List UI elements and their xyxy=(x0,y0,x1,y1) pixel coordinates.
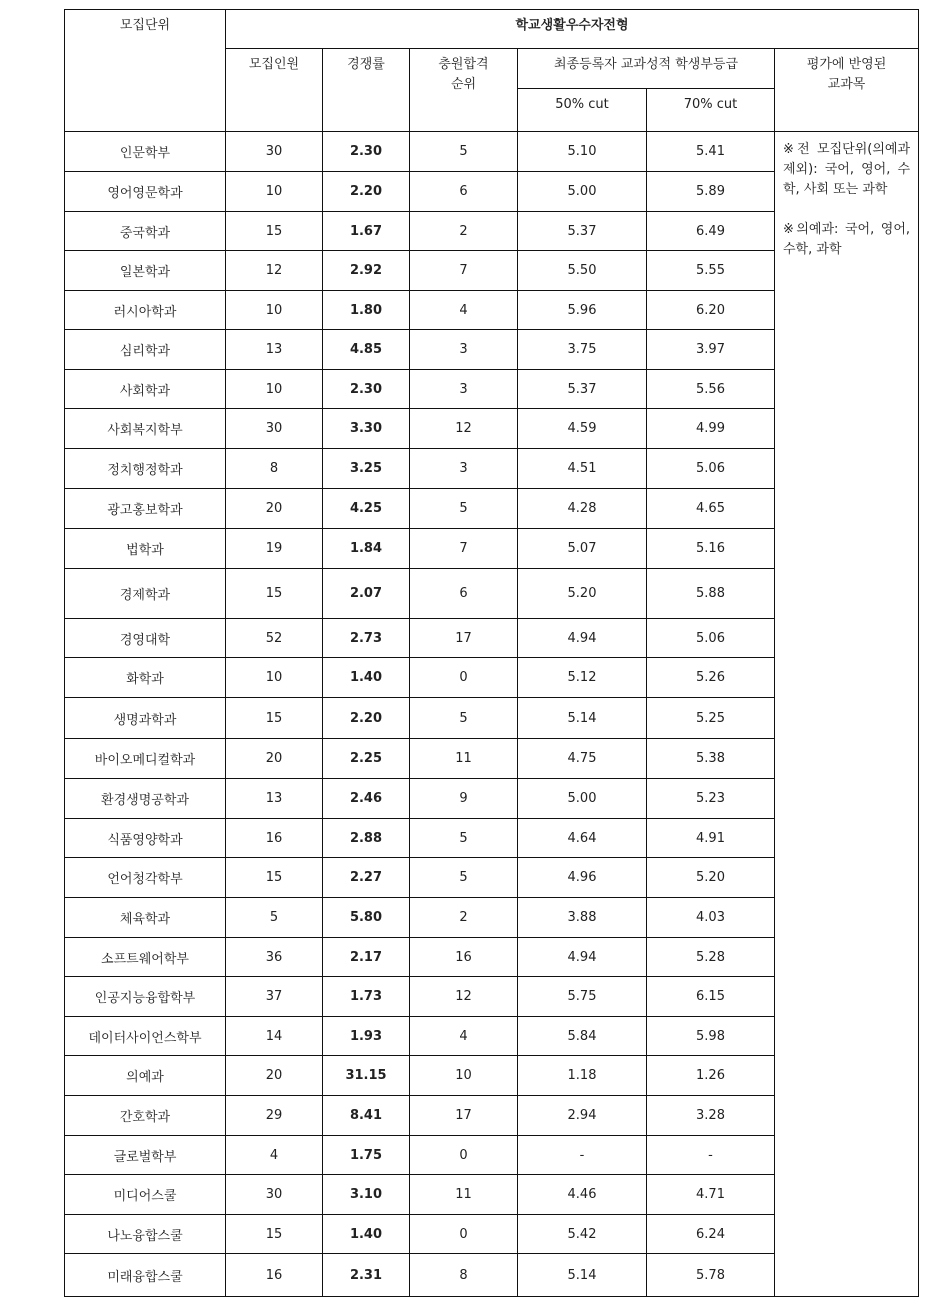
unit-cell: 경영대학 xyxy=(65,619,226,658)
unit-cell: 데이터사이언스학부 xyxy=(65,1017,226,1056)
recruits-cell: 52 xyxy=(226,619,323,658)
additional-rank-cell: 11 xyxy=(410,739,518,779)
cut70-cell: 5.88 xyxy=(647,569,775,619)
additional-rank-cell: 11 xyxy=(410,1175,518,1215)
recruits-cell: 8 xyxy=(226,449,323,489)
additional-rank-cell: 7 xyxy=(410,529,518,569)
additional-rank-cell: 12 xyxy=(410,409,518,449)
cut70-cell: 5.55 xyxy=(647,251,775,291)
cut70-cell: 5.25 xyxy=(647,698,775,739)
header-cut50: 50% cut xyxy=(518,89,647,132)
cut50-cell: 4.94 xyxy=(518,619,647,658)
cut70-cell: 3.97 xyxy=(647,330,775,370)
cut70-cell: 5.23 xyxy=(647,779,775,819)
unit-cell: 중국학과 xyxy=(65,212,226,251)
competition-rate-cell: 1.67 xyxy=(323,212,410,251)
unit-cell: 경제학과 xyxy=(65,569,226,619)
recruits-cell: 30 xyxy=(226,132,323,172)
unit-cell: 미래융합스쿨 xyxy=(65,1254,226,1297)
cut50-cell: 2.94 xyxy=(518,1096,647,1136)
recruits-cell: 15 xyxy=(226,858,323,898)
header-unit: 모집단위 xyxy=(65,10,226,132)
unit-cell: 사회학과 xyxy=(65,370,226,409)
cut50-cell: 5.12 xyxy=(518,658,647,698)
cut70-cell: 5.26 xyxy=(647,658,775,698)
recruits-cell: 10 xyxy=(226,370,323,409)
cut70-cell: 1.26 xyxy=(647,1056,775,1096)
additional-rank-cell: 3 xyxy=(410,370,518,409)
recruits-cell: 14 xyxy=(226,1017,323,1056)
cut70-cell: 5.98 xyxy=(647,1017,775,1056)
cut70-cell: 5.28 xyxy=(647,938,775,977)
cut50-cell: 3.88 xyxy=(518,898,647,938)
additional-rank-cell: 0 xyxy=(410,658,518,698)
unit-cell: 화학과 xyxy=(65,658,226,698)
unit-cell: 글로벌학부 xyxy=(65,1136,226,1175)
table-row xyxy=(65,132,919,172)
unit-cell: 간호학과 xyxy=(65,1096,226,1136)
competition-rate-cell: 2.07 xyxy=(323,569,410,619)
unit-cell: 정치행정학과 xyxy=(65,449,226,489)
cut70-cell: 5.78 xyxy=(647,1254,775,1297)
cut50-cell: 5.42 xyxy=(518,1215,647,1254)
cut50-cell: 4.94 xyxy=(518,938,647,977)
competition-rate-cell: 3.25 xyxy=(323,449,410,489)
recruits-cell: 29 xyxy=(226,1096,323,1136)
unit-cell: 인공지능융합학부 xyxy=(65,977,226,1017)
additional-rank-cell: 12 xyxy=(410,977,518,1017)
competition-rate-cell: 2.92 xyxy=(323,251,410,291)
table-body xyxy=(65,132,919,1297)
competition-rate-cell: 3.10 xyxy=(323,1175,410,1215)
competition-rate-cell: 1.40 xyxy=(323,658,410,698)
recruits-cell: 4 xyxy=(226,1136,323,1175)
additional-rank-cell: 16 xyxy=(410,938,518,977)
unit-cell: 인문학부 xyxy=(65,132,226,172)
additional-rank-cell: 3 xyxy=(410,330,518,370)
cut50-cell: 5.96 xyxy=(518,291,647,330)
recruits-cell: 15 xyxy=(226,569,323,619)
recruits-cell: 30 xyxy=(226,1175,323,1215)
cut50-cell: 5.00 xyxy=(518,172,647,212)
recruits-cell: 15 xyxy=(226,1215,323,1254)
cut50-cell: 5.00 xyxy=(518,779,647,819)
additional-rank-cell: 5 xyxy=(410,819,518,858)
additional-rank-cell: 8 xyxy=(410,1254,518,1297)
unit-cell: 사회복지학부 xyxy=(65,409,226,449)
cut50-cell: 4.64 xyxy=(518,819,647,858)
recruits-cell: 30 xyxy=(226,409,323,449)
competition-rate-cell: 2.30 xyxy=(323,370,410,409)
competition-rate-cell: 2.46 xyxy=(323,779,410,819)
cut70-cell: 5.20 xyxy=(647,858,775,898)
additional-rank-cell: 5 xyxy=(410,858,518,898)
subjects-notes xyxy=(775,132,919,1297)
unit-cell: 미디어스쿨 xyxy=(65,1175,226,1215)
competition-rate-cell: 1.73 xyxy=(323,977,410,1017)
unit-cell: 체육학과 xyxy=(65,898,226,938)
cut50-cell: 5.50 xyxy=(518,251,647,291)
additional-rank-cell: 2 xyxy=(410,898,518,938)
subjects-note: ※전 모집단위(의예과 제외): 국어, 영어, 수학, 사회 또는 과학 xyxy=(783,142,911,197)
unit-cell: 영어영문학과 xyxy=(65,172,226,212)
header-admission-type: 학교생활우수자전형 xyxy=(226,10,919,49)
unit-cell: 바이오메디컬학과 xyxy=(65,739,226,779)
cut70-cell: - xyxy=(647,1136,775,1175)
additional-rank-cell: 17 xyxy=(410,1096,518,1136)
header-competition: 경쟁률 xyxy=(323,49,410,132)
competition-rate-cell: 2.30 xyxy=(323,132,410,172)
cut50-cell: 5.07 xyxy=(518,529,647,569)
recruits-cell: 37 xyxy=(226,977,323,1017)
unit-cell: 심리학과 xyxy=(65,330,226,370)
additional-rank-cell: 17 xyxy=(410,619,518,658)
unit-cell: 생명과학과 xyxy=(65,698,226,739)
cut50-cell: 4.46 xyxy=(518,1175,647,1215)
cut70-cell: 5.41 xyxy=(647,132,775,172)
cut70-cell: 6.15 xyxy=(647,977,775,1017)
cut50-cell: 5.37 xyxy=(518,370,647,409)
admission-results-table xyxy=(64,9,919,1297)
cut50-cell: 3.75 xyxy=(518,330,647,370)
additional-rank-cell: 4 xyxy=(410,1017,518,1056)
subjects-note: ※의예과: 국어, 영어, 수학, 과학 xyxy=(783,222,911,257)
additional-rank-cell: 5 xyxy=(410,489,518,529)
cut70-cell: 5.06 xyxy=(647,449,775,489)
unit-cell: 환경생명공학과 xyxy=(65,779,226,819)
recruits-cell: 20 xyxy=(226,1056,323,1096)
unit-cell: 법학과 xyxy=(65,529,226,569)
competition-rate-cell: 2.31 xyxy=(323,1254,410,1297)
recruits-cell: 19 xyxy=(226,529,323,569)
cut50-cell: 5.20 xyxy=(518,569,647,619)
cut70-cell: 4.91 xyxy=(647,819,775,858)
recruits-cell: 5 xyxy=(226,898,323,938)
cut50-cell: 4.75 xyxy=(518,739,647,779)
competition-rate-cell: 31.15 xyxy=(323,1056,410,1096)
header-subjects-line1: 평가에 반영된 xyxy=(806,57,887,72)
additional-rank-cell: 3 xyxy=(410,449,518,489)
recruits-cell: 16 xyxy=(226,1254,323,1297)
competition-rate-cell: 1.75 xyxy=(323,1136,410,1175)
cut50-cell: 4.59 xyxy=(518,409,647,449)
header-cut70: 70% cut xyxy=(647,89,775,132)
cut70-cell: 6.20 xyxy=(647,291,775,330)
cut70-cell: 3.28 xyxy=(647,1096,775,1136)
additional-rank-cell: 2 xyxy=(410,212,518,251)
cut50-cell: 5.14 xyxy=(518,698,647,739)
cut50-cell: 5.10 xyxy=(518,132,647,172)
competition-rate-cell: 2.73 xyxy=(323,619,410,658)
competition-rate-cell: 8.41 xyxy=(323,1096,410,1136)
header-rank-line2: 순위 xyxy=(450,77,477,92)
competition-rate-cell: 2.20 xyxy=(323,698,410,739)
recruits-cell: 10 xyxy=(226,172,323,212)
recruits-cell: 15 xyxy=(226,212,323,251)
unit-cell: 광고홍보학과 xyxy=(65,489,226,529)
additional-rank-cell: 9 xyxy=(410,779,518,819)
additional-rank-cell: 6 xyxy=(410,569,518,619)
additional-rank-cell: 10 xyxy=(410,1056,518,1096)
competition-rate-cell: 1.84 xyxy=(323,529,410,569)
cut50-cell: 5.84 xyxy=(518,1017,647,1056)
additional-rank-cell: 0 xyxy=(410,1136,518,1175)
competition-rate-cell: 2.17 xyxy=(323,938,410,977)
recruits-cell: 10 xyxy=(226,658,323,698)
cut70-cell: 4.65 xyxy=(647,489,775,529)
additional-rank-cell: 4 xyxy=(410,291,518,330)
recruits-cell: 36 xyxy=(226,938,323,977)
competition-rate-cell: 1.93 xyxy=(323,1017,410,1056)
cut70-cell: 5.06 xyxy=(647,619,775,658)
recruits-cell: 12 xyxy=(226,251,323,291)
header-grade: 최종등록자 교과성적 학생부등급 xyxy=(518,49,775,89)
cut70-cell: 5.56 xyxy=(647,370,775,409)
cut70-cell: 4.03 xyxy=(647,898,775,938)
recruits-cell: 20 xyxy=(226,739,323,779)
additional-rank-cell: 5 xyxy=(410,698,518,739)
competition-rate-cell: 2.88 xyxy=(323,819,410,858)
cut50-cell: 4.28 xyxy=(518,489,647,529)
cut70-cell: 5.38 xyxy=(647,739,775,779)
cut70-cell: 5.89 xyxy=(647,172,775,212)
header-recruits: 모집인원 xyxy=(226,49,323,132)
header-subjects xyxy=(775,49,919,132)
cut70-cell: 5.16 xyxy=(647,529,775,569)
cut50-cell: 5.75 xyxy=(518,977,647,1017)
unit-cell: 러시아학과 xyxy=(65,291,226,330)
unit-cell: 의예과 xyxy=(65,1056,226,1096)
additional-rank-cell: 6 xyxy=(410,172,518,212)
competition-rate-cell: 4.85 xyxy=(323,330,410,370)
cut70-cell: 4.99 xyxy=(647,409,775,449)
cut50-cell: 5.37 xyxy=(518,212,647,251)
additional-rank-cell: 0 xyxy=(410,1215,518,1254)
recruits-cell: 20 xyxy=(226,489,323,529)
competition-rate-cell: 1.80 xyxy=(323,291,410,330)
competition-rate-cell: 1.40 xyxy=(323,1215,410,1254)
cut50-cell: - xyxy=(518,1136,647,1175)
cut70-cell: 6.24 xyxy=(647,1215,775,1254)
competition-rate-cell: 3.30 xyxy=(323,409,410,449)
recruits-cell: 10 xyxy=(226,291,323,330)
additional-rank-cell: 7 xyxy=(410,251,518,291)
unit-cell: 일본학과 xyxy=(65,251,226,291)
competition-rate-cell: 4.25 xyxy=(323,489,410,529)
recruits-cell: 13 xyxy=(226,330,323,370)
recruits-cell: 13 xyxy=(226,779,323,819)
cut50-cell: 4.96 xyxy=(518,858,647,898)
unit-cell: 식품영양학과 xyxy=(65,819,226,858)
cut50-cell: 4.51 xyxy=(518,449,647,489)
cut50-cell: 1.18 xyxy=(518,1056,647,1096)
additional-rank-cell: 5 xyxy=(410,132,518,172)
competition-rate-cell: 2.25 xyxy=(323,739,410,779)
header-rank-line1: 충원합격 xyxy=(438,57,489,72)
header-subjects-line2: 교과목 xyxy=(827,77,866,92)
recruits-cell: 16 xyxy=(226,819,323,858)
header-additional-rank xyxy=(410,49,518,132)
cut50-cell: 5.14 xyxy=(518,1254,647,1297)
unit-cell: 소프트웨어학부 xyxy=(65,938,226,977)
recruits-cell: 15 xyxy=(226,698,323,739)
unit-cell: 언어청각학부 xyxy=(65,858,226,898)
competition-rate-cell: 2.27 xyxy=(323,858,410,898)
cut70-cell: 4.71 xyxy=(647,1175,775,1215)
competition-rate-cell: 2.20 xyxy=(323,172,410,212)
unit-cell: 나노융합스쿨 xyxy=(65,1215,226,1254)
competition-rate-cell: 5.80 xyxy=(323,898,410,938)
cut70-cell: 6.49 xyxy=(647,212,775,251)
